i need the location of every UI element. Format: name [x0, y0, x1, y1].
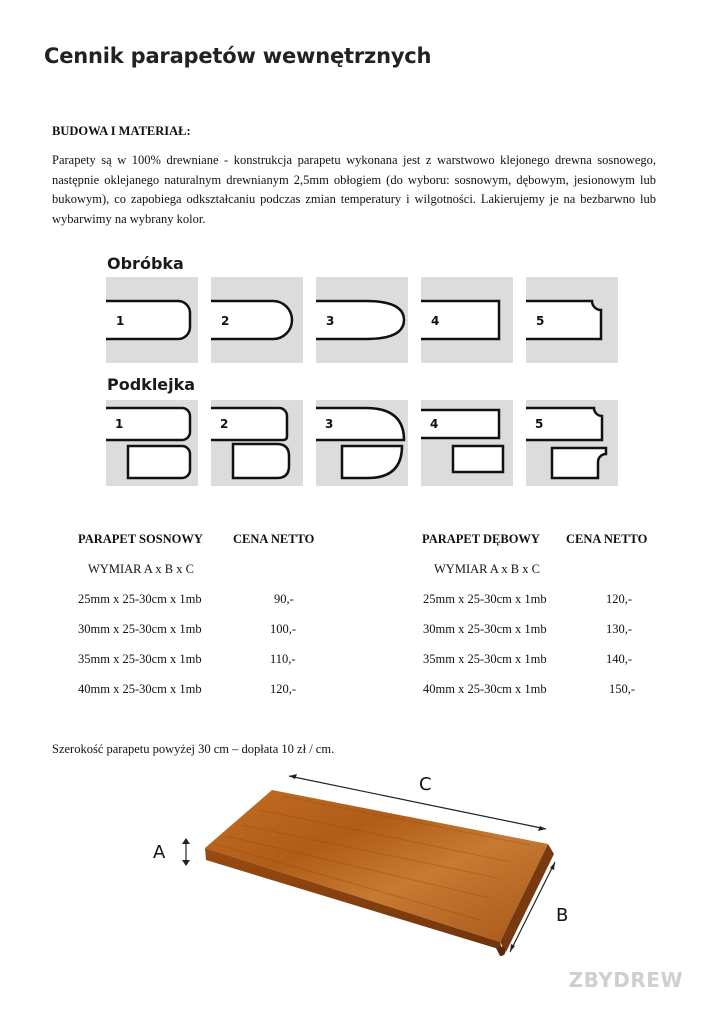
table-row-price: 120,- [606, 592, 633, 606]
page-title: Cennik parapetów wewnętrznych [44, 44, 432, 68]
table-row-size: 30mm x 25-30cm x 1mb [78, 622, 202, 636]
table-row-size: 35mm x 25-30cm x 1mb [423, 652, 547, 666]
pine-dimension-label: WYMIAR A x B x C [88, 562, 194, 576]
table-row-size: 30mm x 25-30cm x 1mb [423, 622, 547, 636]
profile-number: 3 [326, 314, 335, 328]
table-row-price: 120,- [270, 682, 297, 696]
profile-number: 4 [430, 417, 439, 431]
table-row-size: 40mm x 25-30cm x 1mb [423, 682, 547, 696]
table-row-price: 130,- [606, 622, 633, 636]
podklejka-label: Podklejka [107, 375, 196, 394]
oak-dimension-label: WYMIAR A x B x C [434, 562, 540, 576]
table-row-size: 40mm x 25-30cm x 1mb [78, 682, 202, 696]
profile-number: 2 [221, 314, 230, 328]
profile-number: 1 [115, 417, 124, 431]
profile-number: 1 [116, 314, 125, 328]
oak-header-product: PARAPET DĘBOWY [422, 532, 540, 546]
pine-header-price: CENA NETTO [233, 532, 315, 546]
dimension-label-b: B [556, 905, 569, 926]
table-row-size: 25mm x 25-30cm x 1mb [423, 592, 547, 606]
table-row-size: 25mm x 25-30cm x 1mb [78, 592, 202, 606]
table-row-price: 110,- [270, 652, 296, 666]
table-row-size: 35mm x 25-30cm x 1mb [78, 652, 202, 666]
profile-number: 3 [325, 417, 334, 431]
profile-number: 5 [535, 417, 544, 431]
dimension-label-a: A [153, 842, 166, 863]
profile-number: 4 [431, 314, 440, 328]
section-heading: BUDOWA I MATERIAŁ: [52, 124, 191, 138]
surcharge-note: Szerokość parapetu powyżej 30 cm – dopłata 10 zł / cm. [52, 742, 335, 756]
oak-header-price: CENA NETTO [566, 532, 648, 546]
table-row-price: 140,- [606, 652, 633, 666]
obrobka-label: Obróbka [107, 254, 184, 273]
profile-number: 5 [536, 314, 545, 328]
brand-logo: ZBYDREW [568, 968, 683, 992]
dimension-label-c: C [419, 774, 432, 795]
profile-number: 2 [220, 417, 229, 431]
table-row-price: 150,- [609, 682, 636, 696]
pine-header-product: PARAPET SOSNOWY [78, 532, 203, 546]
table-row-price: 90,- [274, 592, 294, 606]
description-paragraph: Parapety są w 100% drewniane - konstrukcja parapetu wykonana jest z warstwowo klejonego drewna sosnowego, następnie oklejanego naturalnym drewnianym 2,5mm obłogiem (do wyboru: sosnowym, dębowym, jesionowym lub bukowym), co zapobiega odkształcaniu podczas zmian temperatury i wilgotności. Lakierujemy je na bezbarwno lub wybarwimy na wybrany kolor. [52, 153, 656, 226]
table-row-price: 100,- [270, 622, 297, 636]
